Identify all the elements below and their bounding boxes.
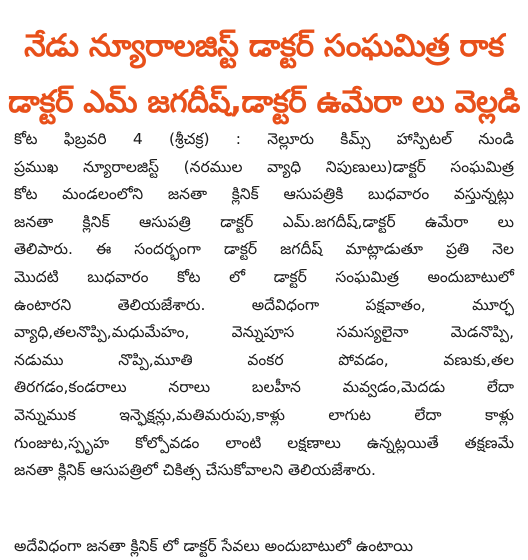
body-line: మొదటి బుధవారం కోట లో డాక్టర్ సంఘమిత్ర అందుబాటులో — [14, 267, 514, 286]
article-body — [14, 126, 514, 485]
body-line: వెన్నుముక ఇన్ఫెక్షన్లు,మతిమరుపు,కాళ్లు లాగుట లేదా కాళ్లు — [14, 405, 514, 424]
body-line: ప్రముఖ న్యూరాలజిస్ట్ (నరముల వ్యాధి నిపుణులు)డాక్టర్ సంఘమిత్ర — [14, 157, 514, 176]
body-line: ఉంటారని తెలియజేశారు. అదేవిధంగా పక్షవాతం, మూర్ఛ — [14, 295, 514, 314]
body-line: కోట మండలంలోని జనతా క్లినిక్ ఆసుపత్రికి బుధవారం వస్తున్నట్లు — [14, 185, 514, 204]
body-line: జనతా క్లినిక్ ఆసుపత్రిలో చికిత్స చేసుకోవాలని తెలియజేశారు. — [14, 461, 376, 480]
body-line: తిరగడం,కండరాలు నరాలు బలహీన మవ్వడం,మెదడు లేదా — [14, 378, 514, 397]
body-line: గుంజుట,స్పృహ కోల్పోవడం లాంటి లక్షణాలు ఉన్నట్లయితే తక్షణమే — [14, 433, 514, 452]
headline-line-2: డాక్టర్ ఎమ్ జగదీష్,డాక్టర్ ఉమేరా లు వెల్లడి — [8, 84, 520, 120]
body-line: జనతా క్లినిక్ ఆసుపత్రి డాక్టర్ ఎమ్.జగదీష్,డాక్టర్ ఉమేరా లు — [14, 212, 514, 231]
body-line: కోట ఫిబ్రవరి 4 (శ్రీచక్ర) : నెల్లూరు కిమ్స్ హాస్పిటల్ నుండి — [14, 130, 514, 148]
body-line: తెలిపారు. ఈ సందర్భంగా డాక్టర్ జగదీష్ మాట్లాడుతూ ప్రతి నెల — [14, 240, 514, 259]
body-line: నడుము నొప్పి,మూతి వంకర పోవడం, వణుకు,తల — [14, 350, 514, 369]
headline-line-1: నేడు న్యూరాలజిస్ట్ డాక్టర్ సంఘమిత్ర రాక — [24, 28, 504, 64]
body-line: వ్యాధి,తలనొప్పి,మధుమేహం, వెన్నుపూస సమస్యలైనా మెడనొప్పి, — [14, 323, 514, 342]
cut-off-next-line: అదేవిధంగా జనతా క్లినిక్ లో డాక్టర్ సేవలు అందుబాటులో ఉంటాయి — [14, 537, 414, 555]
